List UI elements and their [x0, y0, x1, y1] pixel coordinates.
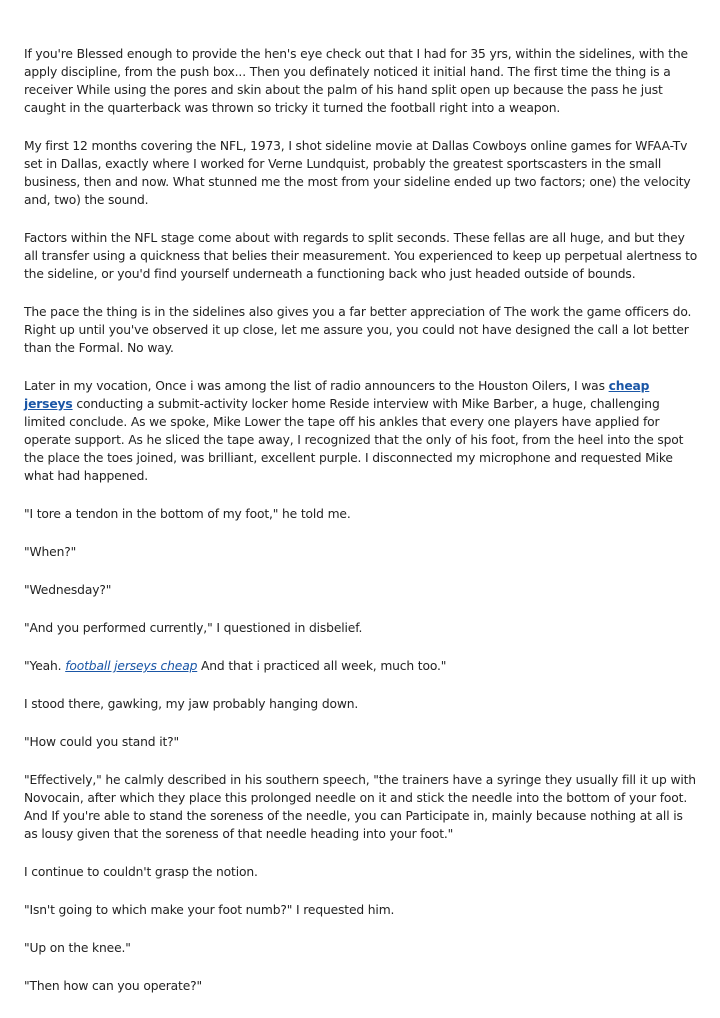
paragraph: My first 12 months covering the NFL, 1973, I shot sideline movie at Dallas Cowboys online games for WFAA-Tv set in Dallas, exactly where I worked for Verne Lundquist, probably the greatest sportscasters in the small business, then and now. What stunned me the most from your sideline ended up two factors; one) the velocity and, two) the sound.: [24, 139, 691, 207]
paragraph: "And you performed currently," I questioned in disbelief.: [24, 621, 363, 635]
paragraph-with-link: [24, 657, 698, 675]
football-jerseys-cheap-link[interactable]: football jerseys cheap: [65, 659, 198, 673]
paragraph-text: Later in my vocation, Once i was among the list of radio announcers to the Houston Oilers, I was: [24, 379, 609, 393]
paragraph: "Wednesday?": [24, 583, 112, 597]
paragraph: The pace the thing is in the sidelines also gives you a far better appreciation of The work the game officers do. Right up until you've observed it up close, let me assure you, you could not have designed the call a lot better than the Formal. No way.: [24, 305, 692, 355]
paragraph: "Isn't going to which make your foot numb?" I requested him.: [24, 903, 395, 917]
paragraph-text: And that i practiced all week, much too.": [197, 659, 447, 673]
paragraph: "How could you stand it?": [24, 735, 180, 749]
paragraph-text: conducting a submit-activity locker home Reside interview with Mike Barber, a huge, challenging limited conclude. As we spoke, Mike Lower the tape off his ankles that every one players have applied for operate support. As he sliced the tape away, I recognized that the only of his foot, from the heel into the spot the place the toes joined, was brilliant, excellent purple. I disconnected my microphone and requested Mike what had happened.: [24, 397, 684, 483]
cheap-jerseys-link[interactable]: cheap jerseys: [24, 379, 650, 411]
paragraph: If you're Blessed enough to provide the hen's eye check out that I had for 35 yrs, within the sidelines, with the apply discipline, from the push box... Then you definately noticed it initial hand. The first time the thing is a receiver While using the pores and skin about the palm of his hand split open up because the pass he just caught in the quarterback was thrown so tricky it turned the football right into a weapon.: [24, 47, 688, 115]
paragraph: I stood there, gawking, my jaw probably hanging down.: [24, 697, 359, 711]
paragraph-with-link: [24, 377, 698, 485]
paragraph: "Up on the knee.": [24, 941, 131, 955]
paragraph: "I tore a tendon in the bottom of my foot," he told me.: [24, 507, 351, 521]
paragraph-text: "Yeah.: [24, 659, 66, 673]
article-body: [24, 45, 698, 1015]
paragraph: "Then how can you operate?": [24, 979, 203, 993]
paragraph: I continue to couldn't grasp the notion.: [24, 865, 258, 879]
paragraph: Factors within the NFL stage come about with regards to split seconds. These fellas are all huge, and but they all transfer using a quickness that belies their measurement. You experienced to keep up perpetual alertness to the sideline, or you'd find yourself underneath a functioning back who just headed outside of bounds.: [24, 231, 698, 281]
paragraph: "Effectively," he calmly described in his southern speech, "the trainers have a syringe they usually fill it up with Novocain, after which they place this prolonged needle on it and stick the needle into the bottom of your foot. And If you're able to stand the soreness of the needle, you can Participate in, mainly because nothing at all is as lousy given that the soreness of that needle heading into your foot.": [24, 773, 696, 841]
paragraph: "When?": [24, 545, 77, 559]
